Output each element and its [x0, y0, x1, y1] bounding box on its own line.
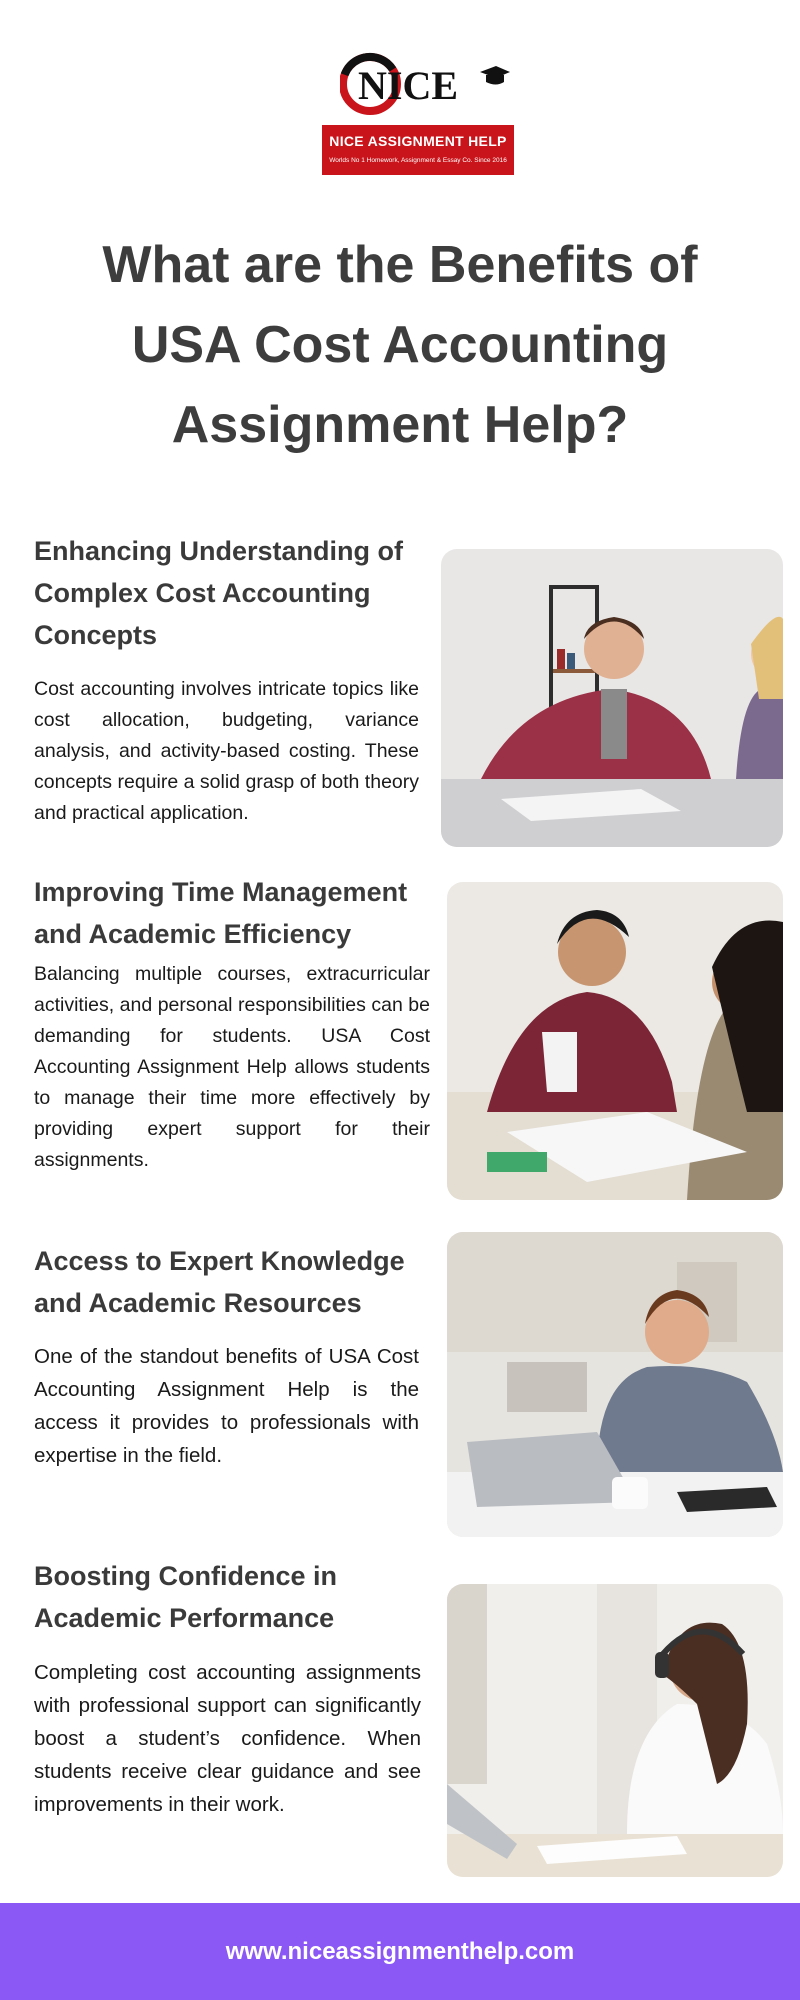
footer-bar — [0, 1903, 800, 2000]
section-body: Completing cost accounting assignments with professional support can significantly boost a student’s confidence. When students receive clear guidance and see improvements in their work. — [34, 1661, 421, 1816]
benefit-section-2 — [34, 871, 430, 1176]
student-laptop-photo — [447, 1232, 783, 1537]
benefit-section-1 — [34, 530, 419, 829]
page-title: What are the Benefits of USA Cost Accounting Assignment Help? — [102, 236, 698, 454]
students-smiling-photo — [441, 549, 783, 847]
nice-logo-mark — [340, 50, 510, 118]
section-body: Cost accounting involves intricate topics like cost allocation, budgeting, variance analysis, and activity-based costing. These concepts require a solid grasp of both theory and practical application. — [34, 678, 419, 824]
benefit-section-3 — [34, 1240, 419, 1472]
section-heading: Enhancing Understanding of Complex Cost Accounting Concepts — [34, 536, 403, 650]
logo-badge-title: NICE ASSIGNMENT HELP — [329, 133, 507, 149]
benefit-section-4 — [34, 1555, 421, 1821]
logo-badge — [322, 125, 514, 175]
section-body: Balancing multiple courses, extracurricular activities, and personal responsibilities can be demanding for students. USA Cost Accounting Assignment Help allows students to manage their time more effectively by providing expert support for their assignments. — [34, 963, 430, 1171]
section-heading: Improving Time Management and Academic Efficiency — [34, 877, 408, 949]
students-studying-photo — [447, 882, 783, 1200]
section-heading: Boosting Confidence in Academic Performance — [34, 1561, 337, 1633]
website-link[interactable]: www.niceassignmenthelp.com — [225, 1938, 575, 1965]
logo-brand-text: NICE — [358, 63, 459, 108]
logo-badge-tagline: Worlds No 1 Homework, Assignment & Essay Co. Since 2016 — [329, 157, 507, 164]
student-headphones-photo — [447, 1584, 783, 1877]
logo — [0, 40, 800, 180]
section-body: One of the standout benefits of USA Cost Accounting Assignment Help is the access it provides to professionals with expertise in the field. — [34, 1345, 419, 1467]
section-heading: Access to Expert Knowledge and Academic Resources — [34, 1246, 405, 1318]
